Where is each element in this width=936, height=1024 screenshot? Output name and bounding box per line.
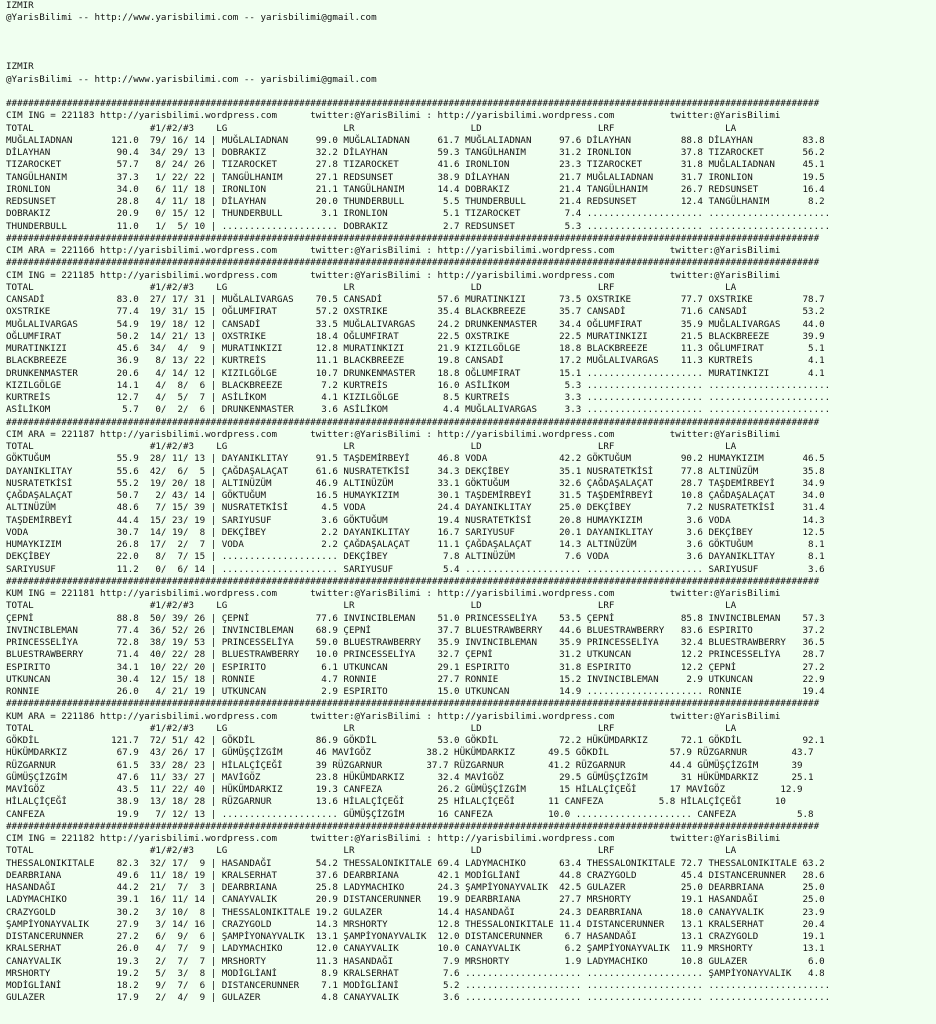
text-line: GÜMÜŞÇİZGİM 47.6 11/ 33/ 27 | MAVİGÖZ 23.8 HÜKÜMDARKIZ 32.4 MAVİGÖZ 29.5 GÜMÜŞÇİZGİM 31 HÜKÜMDARKIZ 25.1 [6,771,814,783]
text-line: IZMIR [6,0,34,11]
text-line: TOTAL #1/#2/#3 LG LR LD LRF LA [6,845,737,857]
text-line: KURTREİS 12.7 4/ 5/ 7 | ASİLİKOM 4.1 KIZILGÖLGE 8.5 KURTREİS 3.3 ..................... ...................... [6,392,831,403]
text-line: CIM ING = 221182 http://yarisbilimi.wordpress.com twitter:@YarisBilimi : http://yarisbilimi.wordpress.com twitter:@YarisBilimi [6,833,781,844]
text-line: TANGÜLHANIM 37.3 1/ 22/ 22 | TANGÜLHANIM 27.1 REDSUNSET 38.9 DİLAYHAN 21.7 MUĞLALIADNAN 31.7 IRONLION 19.5 [6,171,825,183]
text-line: HİLALÇİÇEĞİ 38.9 13/ 18/ 28 | RÜZGARNUR 13.6 HİLALÇİÇEĞİ 25 HİLALÇİÇEĞİ 11 CANFEZA 5.8 HİLALÇİÇEĞİ 10 [6,796,786,808]
text-line: LADYMACHIKO 39.1 16/ 11/ 14 | CANAYVALIK 20.9 DISTANCERUNNER 19.9 DEARBRIANA 27.7 MRSHORTY 19.1 HASANDAĞI 25.0 [6,894,825,906]
text-line: DOBRAKIZ 20.9 0/ 15/ 12 | THUNDERBULL 3.1 IRONLION 5.1 TIZAROCKET 7.4 ..................... ...................... [6,208,831,220]
text-line: HASANDAĞI 44.2 21/ 7/ 3 | DEARBRIANA 25.8 LADYMACHIKO 24.3 ŞAMPİYONAYVALIK 42.5 GULAZER 25.0 DEARBRIANA 25.0 [6,882,825,893]
text-line: THESSALONIKITALE 82.3 32/ 17/ 9 | HASANDAĞI 54.2 THESSALONIKITALE 69.4 LADYMACHIKO 63.4 THESSALONIKITALE 72.7 THESSALONIKITALE 63.2 [6,857,825,869]
text-line: HÜKÜMDARKIZ 67.9 43/ 26/ 17 | GÜMÜŞÇİZGİM 46 MAVİGÖZ 38.2 HÜKÜMDARKIZ 49.5 GÖKDİL 57.9 RÜZGARNUR 43.7 [6,747,814,759]
text-line [6,37,936,49]
text-line: ESPIRITO 34.1 10/ 22/ 20 | ESPIRITO 6.1 UTKUNCAN 29.1 ESPIRITO 31.8 ESPIRITO 12.2 ÇEPNİ 27.2 [6,661,825,673]
text-line: THUNDERBULL 11.0 1/ 5/ 10 | ..................... DOBRAKIZ 2.7 REDSUNSET 5.3 ..................... ...................... [6,220,831,232]
text-line: VODA 30.7 14/ 19/ 8 | DEKÇİBEY 2.2 DAYANIKLITAY 16.7 SARIYUSUF 20.1 DAYANIKLITAY 3.6 DEKÇİBEY 12.5 [6,526,825,538]
text-line: DİLAYHAN 90.4 34/ 29/ 13 | DOBRAKIZ 32.2 DİLAYHAN 59.3 TANGÜLHANIM 31.2 IRONLION 37.8 TIZAROCKET 56.2 [6,147,825,158]
text-line: KUM ARA = 221186 http://yarisbilimi.wordpress.com twitter:@YarisBilimi : http://yarisbilimi.wordpress.com twitter:@YarisBilimi [6,710,781,722]
text-line: TOTAL #1/#2/#3 LG LR LD LRF LA [6,722,737,734]
text-line: TOTAL #1/#2/#3 LG LR LD LRF LA [6,122,737,134]
text-line: CANAYVALIK 19.3 2/ 7/ 7 | MRSHORTY 11.3 HASANDAĞI 7.9 MRSHORTY 1.9 LADYMACHIKO 10.8 GULAZER 6.0 [6,955,825,967]
text-line: GÖKTUĞUM 55.9 28/ 11/ 13 | DAYANIKLITAY 91.5 TAŞDEMİRBEYİ 46.8 VODA 42.2 GÖKTUĞUM 90.2 HUMAYKIZIM 46.5 [6,453,825,465]
text-line: ################################################################################################################################################### [6,257,820,269]
text-line: MURATINKIZI 45.6 34/ 4/ 9 | MURATINKIZI 12.8 MURATINKIZI 21.9 KIZILGÖLGE 18.8 BLACKBREEZE 11.3 OĞLUMFIRAT 5.1 [6,343,825,354]
text-line: HUMAYKIZIM 26.8 17/ 2/ 7 | VODA 2.2 ÇAĞDAŞALAÇAT 11.1 ÇAĞDAŞALAÇAT 14.3 ALTINÜZÜM 3.6 GÖKTUĞUM 8.1 [6,539,825,550]
text-line: GÖKDİL 121.7 72/ 51/ 42 | GÖKDİL 86.9 GÖKDİL 53.0 GÖKDİL 72.2 HÜKÜMDARKIZ 72.1 GÖKDİL 92.1 [6,735,825,746]
text-line: NUSRATETKİSİ 55.2 19/ 20/ 18 | ALTINÜZÜM 46.9 ALTINÜZÜM 33.1 GÖKTUĞUM 32.6 ÇAĞDAŞALAÇAT 28.7 TAŞDEMİRBEYİ 34.9 [6,477,825,489]
text-line: MRSHORTY 19.2 5/ 3/ 8 | MODİGLİANİ 8.9 KRALSERHAT 7.6 ..................... ..................... ŞAMPİYONAYVALIK 4.8 [6,967,825,979]
text-line: TOTAL #1/#2/#3 LG LR LD LRF LA [6,281,737,293]
text-line: DAYANIKLITAY 55.6 42/ 6/ 5 | ÇAĞDAŞALAÇAT 61.6 NUSRATETKİSİ 34.3 DEKÇİBEY 35.1 NUSRATETKİSİ 77.8 ALTINÜZÜM 35.8 [6,465,825,477]
text-line: CIM ARA = 221166 http://yarisbilimi.wordpress.com twitter:@YarisBilimi : http://yarisbilimi.wordpress.com twitter:@YarisBilimi [6,245,781,256]
text-line: INVINCIBLEMAN 77.4 36/ 52/ 26 | INVINCIBLEMAN 68.9 ÇEPNİ 37.7 BLUESTRAWBERRY 44.6 BLUESTRAWBERRY 83.6 ESPIRITO 37.2 [6,624,825,636]
text-line: UTKUNCAN 30.4 12/ 15/ 18 | RONNIE 4.7 RONNIE 27.7 RONNIE 15.2 INVINCIBLEMAN 2.9 UTKUNCAN 22.9 [6,673,825,685]
text-line: DRUNKENMASTER 20.6 4/ 14/ 12 | KIZILGÖLGE 10.7 DRUNKENMASTER 18.8 OĞLUMFIRAT 15.1 ..................... MURATINKIZI 4.1 [6,367,825,379]
text-line: IRONLION 34.0 6/ 11/ 18 | IRONLION 21.1 TANGÜLHANIM 14.4 DOBRAKIZ 21.4 TANGÜLHANIM 26.7 REDSUNSET 16.4 [6,183,825,195]
text-line: KRALSERHAT 26.0 4/ 7/ 9 | LADYMACHIKO 12.0 CANAYVALIK 10.0 CANAYVALIK 6.2 ŞAMPİYONAYVALIK 11.9 MRSHORTY 13.1 [6,943,825,955]
text-line: KUM ING = 221181 http://yarisbilimi.wordpress.com twitter:@YarisBilimi : http://yarisbilimi.wordpress.com twitter:@YarisBilimi [6,588,781,599]
text-line: MUĞLALIADNAN 121.0 79/ 16/ 14 | MUĞLALIADNAN 99.0 MUĞLALIADNAN 61.7 MUĞLALIADNAN 97.6 DİLAYHAN 88.8 DİLAYHAN 83.8 [6,134,825,146]
text-line: ################################################################################################################################################### [6,575,820,587]
text-line: ÇAĞDAŞALAÇAT 50.7 2/ 43/ 14 | GÖKTUĞUM 16.5 HUMAYKIZIM 30.1 TAŞDEMİRBEYİ 31.5 TAŞDEMİRBEYİ 10.8 ÇAĞDAŞALAÇAT 34.0 [6,490,825,501]
text-line: ################################################################################################################################################### [6,232,820,244]
text-line: PRINCESSELİYA 72.8 38/ 19/ 53 | PRINCESSELİYA 59.0 BLUESTRAWBERRY 35.9 INVINCIBLEMAN 35.9 PRINCESSELİYA 32.4 BLUESTRAWBERRY 36.5 [6,637,825,648]
text-line: BLUESTRAWBERRY 71.4 40/ 22/ 28 | BLUESTRAWBERRY 10.0 PRINCESSELİYA 32.7 ÇEPNİ 31.2 UTKUNCAN 12.2 PRINCESSELİYA 28.7 [6,649,825,661]
text-line: ################################################################################################################################################### [6,820,820,832]
text-line: RONNIE 26.0 4/ 21/ 19 | UTKUNCAN 2.9 ESPIRITO 15.0 UTKUNCAN 14.9 ..................... RONNIE 19.4 [6,686,825,697]
text-line: DEKÇİBEY 22.0 8/ 7/ 15 | ..................... DEKÇİBEY 7.8 ALTINÜZÜM 7.6 VODA 3.6 DAYANIKLITAY 8.1 [6,551,825,563]
text-line: MODİGLİANİ 18.2 9/ 7/ 6 | DISTANCERUNNER 7.1 MODİGLİANİ 5.2 ..................... ..................... ...................... [6,980,831,991]
text-line: TIZAROCKET 57.7 8/ 24/ 26 | TIZAROCKET 27.8 TIZAROCKET 41.6 IRONLION 23.3 TIZAROCKET 31.8 MUĞLALIADNAN 45.1 [6,159,825,171]
text-line: @YarisBilimi -- http://www.yarisbilimi.com -- yarisbilimi@gmail.com [6,12,377,24]
text-line: OXSTRIKE 77.4 19/ 31/ 15 | OĞLUMFIRAT 57.2 OXSTRIKE 35.4 BLACKBREEZE 35.7 CANSADİ 71.6 CANSADİ 53.2 [6,306,825,318]
text-line: KIZILGÖLGE 14.1 4/ 8/ 6 | BLACKBREEZE 7.2 KURTREİS 16.0 ASİLİKOM 5.3 ..................... ...................... [6,379,831,391]
text-line: ALTINÜZÜM 48.6 7/ 15/ 39 | NUSRATETKİSİ 4.5 VODA 24.4 DAYANIKLITAY 25.0 DEKÇİBEY 7.2 NUSRATETKİSİ 31.4 [6,502,825,514]
text-line: CRAZYGOLD 30.2 3/ 10/ 8 | THESSALONIKITALE 19.2 GULAZER 14.4 HASANDAĞI 24.3 DEARBRIANA 18.0 CANAYVALIK 23.9 [6,906,825,918]
text-line: BLACKBREEZE 36.9 8/ 13/ 22 | KURTREİS 11.1 BLACKBREEZE 19.8 CANSADİ 17.2 MUĞLALIVARGAS 11.3 KURTREİS 4.1 [6,355,825,367]
text-line: RÜZGARNUR 61.5 33/ 28/ 23 | HİLALÇİÇEĞİ 39 RÜZGARNUR 37.7 RÜZGARNUR 41.2 RÜZGARNUR 44.4 GÜMÜŞÇİZGİM 39 [6,759,803,771]
text-line [6,49,936,61]
text-line: CIM ING = 221183 http://yarisbilimi.wordpress.com twitter:@YarisBilimi : http://yarisbilimi.wordpress.com twitter:@YarisBilimi [6,110,781,122]
text-line: REDSUNSET 28.8 4/ 11/ 18 | DİLAYHAN 20.0 THUNDERBULL 5.5 THUNDERBULL 21.4 REDSUNSET 12.4 TANGÜLHANIM 8.2 [6,196,825,207]
text-line: ################################################################################################################################################### [6,98,820,109]
text-line: IZMIR [6,61,34,73]
text-line: ŞAMPİYONAYVALIK 27.9 3/ 14/ 16 | CRAZYGOLD 14.3 MRSHORTY 12.8 THESSALONIKITALE 11.4 DISTANCERUNNER 13.1 KRALSERHAT 20.4 [6,918,825,930]
text-line: TOTAL #1/#2/#3 LG LR LD LRF LA [6,441,737,452]
text-line: CIM ING = 221185 http://yarisbilimi.wordpress.com twitter:@YarisBilimi : http://yarisbilimi.wordpress.com twitter:@YarisBilimi [6,269,781,281]
text-line: OĞLUMFIRAT 50.2 14/ 21/ 13 | OXSTRIKE 18.4 OĞLUMFIRAT 22.5 OXSTRIKE 22.5 MURATINKIZI 21.5 BLACKBREEZE 39.9 [6,330,825,342]
text-line: ASİLİKOM 5.7 0/ 2/ 6 | DRUNKENMASTER 3.6 ASİLİKOM 4.4 MUĞLALIVARGAS 3.3 ..................... ...................... [6,404,831,416]
text-line [6,25,936,37]
text-line: ÇEPNİ 88.8 50/ 39/ 26 | ÇEPNİ 77.6 INVINCIBLEMAN 51.0 PRINCESSELİYA 53.5 ÇEPNİ 85.8 INVINCIBLEMAN 57.3 [6,612,825,624]
text-line: TAŞDEMİRBEYİ 44.4 15/ 23/ 19 | SARIYUSUF 3.6 GÖKTUĞUM 19.4 NUSRATETKİSİ 20.8 HUMAYKIZIM 3.6 VODA 14.3 [6,514,825,526]
text-line: CANSADİ 83.0 27/ 17/ 31 | MUĞLALIVARGAS 70.5 CANSADİ 57.6 MURATINKIZI 73.5 OXSTRIKE 77.7 OXSTRIKE 78.7 [6,294,825,305]
text-line: GULAZER 17.9 2/ 4/ 9 | GULAZER 4.8 CANAYVALIK 3.6 ..................... ..................... ...................... [6,992,831,1004]
text-line: CANFEZA 19.9 7/ 12/ 13 | ..................... GÜMÜŞÇİZGİM 16 CANFEZA 10.0 ..................... CANFEZA 5.8 [6,808,814,820]
text-line: MAVİGÖZ 43.5 11/ 22/ 40 | HÜKÜMDARKIZ 19.3 CANFEZA 26.2 GÜMÜŞÇİZGİM 15 HİLALÇİÇEĞİ 17 MAVİGÖZ 12.9 [6,784,803,795]
text-line: DISTANCERUNNER 27.2 6/ 9/ 6 | ŞAMPİYONAYVALIK 13.1 ŞAMPİYONAYVALIK 12.0 DISTANCERUNNER 6.7 HASANDAĞI 13.1 CRAZYGOLD 19.1 [6,931,825,942]
text-line: TOTAL #1/#2/#3 LG LR LD LRF LA [6,600,737,612]
text-line: ################################################################################################################################################### [6,416,820,428]
text-line: DEARBRIANA 49.6 11/ 18/ 19 | KRALSERHAT 37.6 DEARBRIANA 42.1 MODİGLİANİ 44.8 CRAZYGOLD 45.4 DISTANCERUNNER 28.6 [6,869,825,881]
text-line: SARIYUSUF 11.2 0/ 6/ 14 | ..................... SARIYUSUF 5.4 ..................... ..................... SARIYUSUF 3.6 [6,563,825,575]
text-line: ################################################################################################################################################### [6,698,820,710]
text-line: CIM ARA = 221187 http://yarisbilimi.wordpress.com twitter:@YarisBilimi : http://yarisbilimi.wordpress.com twitter:@YarisBilimi [6,428,781,440]
text-line [6,86,936,98]
text-line: MUĞLALIVARGAS 54.9 19/ 18/ 12 | CANSADİ 33.5 MUĞLALIVARGAS 24.2 DRUNKENMASTER 34.4 OĞLUMFIRAT 35.9 MUĞLALIVARGAS 44.0 [6,318,825,330]
text-line: @YarisBilimi -- http://www.yarisbilimi.com -- yarisbilimi@gmail.com [6,73,377,85]
